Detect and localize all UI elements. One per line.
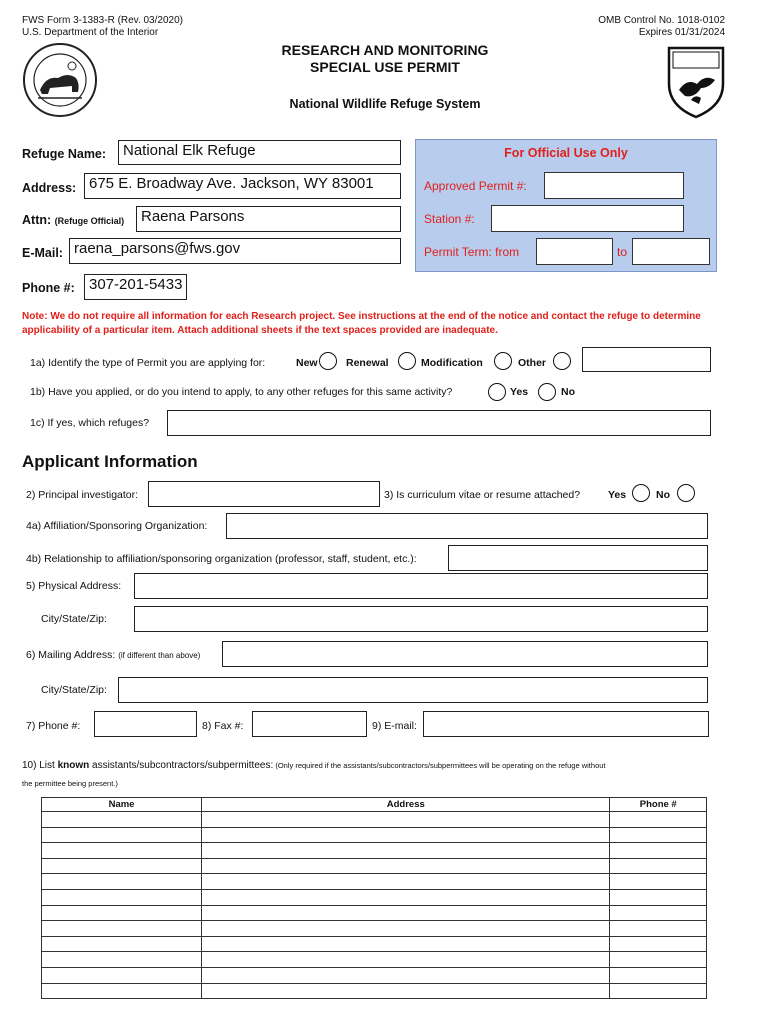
mailing-address-label: 6) Mailing Address: xyxy=(26,649,116,661)
phone-cell[interactable] xyxy=(610,874,707,890)
address-cell[interactable] xyxy=(202,889,610,905)
name-cell[interactable] xyxy=(42,827,202,843)
permit-term-to-label: to xyxy=(617,245,628,259)
system-subtitle: National Wildlife Refuge System xyxy=(289,97,481,111)
name-cell[interactable] xyxy=(42,967,202,983)
q10-label-group xyxy=(22,757,742,793)
q1a-other-field[interactable] xyxy=(582,347,711,372)
q1b-yes-label: Yes xyxy=(510,386,529,398)
name-cell[interactable] xyxy=(42,905,202,921)
omb-control-number: OMB Control No. 1018-0102 xyxy=(598,15,725,26)
fax-label: 8) Fax #: xyxy=(202,720,244,732)
address-cell[interactable] xyxy=(202,921,610,937)
col-phone-header: Phone # xyxy=(610,798,707,812)
name-cell[interactable] xyxy=(42,812,202,828)
table-row xyxy=(42,936,707,952)
phone-cell[interactable] xyxy=(610,858,707,874)
pi-field[interactable] xyxy=(148,481,380,507)
address-field[interactable]: 675 E. Broadway Ave. Jackson, WY 83001 xyxy=(84,173,401,199)
form-number: FWS Form 3-1383-R (Rev. 03/2020) xyxy=(22,15,183,26)
address-cell[interactable] xyxy=(202,952,610,968)
cv-label: 3) Is curriculum vitae or resume attached? xyxy=(384,489,581,501)
form-title-line1: RESEARCH AND MONITORING xyxy=(281,42,489,58)
phone-cell[interactable] xyxy=(610,812,707,828)
assistants-table-header xyxy=(42,798,707,812)
q1a-new-label: New xyxy=(296,357,318,369)
applicant-email-field[interactable] xyxy=(423,711,709,737)
city-state-zip-label-2: City/State/Zip: xyxy=(41,684,107,696)
note-text: Note: We do not require all information for each Research project. See instructions at the end of the notice and contact the refuge to determine applicability of a particular item. Attach additional sheets if the text spaces provided are inadequate. xyxy=(22,311,701,336)
cv-yes-radio[interactable] xyxy=(632,484,650,502)
table-row xyxy=(42,889,707,905)
name-cell[interactable] xyxy=(42,858,202,874)
station-label: Station #: xyxy=(424,212,475,226)
email-label: E-Mail: xyxy=(22,246,63,260)
q1c-label: 1c) If yes, which refuges? xyxy=(30,417,150,429)
name-cell[interactable] xyxy=(42,936,202,952)
station-field[interactable] xyxy=(491,205,684,232)
attn-label-group xyxy=(22,213,124,227)
applicant-email-label: 9) E-mail: xyxy=(372,720,417,732)
q1b-no-radio[interactable] xyxy=(538,383,556,401)
phone-cell[interactable] xyxy=(610,843,707,859)
name-cell[interactable] xyxy=(42,843,202,859)
q1a-other-label: Other xyxy=(518,357,547,369)
official-use-title: For Official Use Only xyxy=(504,146,628,160)
table-row xyxy=(42,858,707,874)
q10-label-note2: the permittee being present.) xyxy=(22,779,118,788)
attn-field[interactable]: Raena Parsons xyxy=(136,206,401,232)
permit-term-from-field[interactable] xyxy=(536,238,613,265)
table-row xyxy=(42,843,707,859)
mailing-address-sublabel: (if different than above) xyxy=(118,651,201,660)
q1a-modification-radio[interactable] xyxy=(494,352,512,370)
phone-cell[interactable] xyxy=(610,967,707,983)
phone-cell[interactable] xyxy=(610,936,707,952)
q1b-yes-radio[interactable] xyxy=(488,383,506,401)
address-cell[interactable] xyxy=(202,983,610,999)
name-cell[interactable] xyxy=(42,889,202,905)
q1c-refuges-field[interactable] xyxy=(167,410,711,436)
q10-label-b: assistants/subcontractors/subpermittees: xyxy=(89,760,274,771)
phone-cell[interactable] xyxy=(610,921,707,937)
permit-term-label: Permit Term: from xyxy=(424,245,520,259)
address-label: Address: xyxy=(22,181,77,195)
address-cell[interactable] xyxy=(202,967,610,983)
table-row xyxy=(42,952,707,968)
department-name: U.S. Department of the Interior xyxy=(22,27,159,38)
pi-label: 2) Principal investigator: xyxy=(26,489,139,501)
cv-no-label: No xyxy=(656,489,670,501)
phone-field[interactable]: 307-201-5433 xyxy=(84,274,187,300)
address-cell[interactable] xyxy=(202,874,610,890)
name-cell[interactable] xyxy=(42,952,202,968)
phone-label: Phone #: xyxy=(22,281,75,295)
email-field[interactable]: raena_parsons@fws.gov xyxy=(69,238,401,264)
table-row xyxy=(42,827,707,843)
mailing-address-label-group xyxy=(26,649,200,661)
cv-no-radio[interactable] xyxy=(677,484,695,502)
applicant-phone-field[interactable] xyxy=(94,711,197,737)
approved-permit-field[interactable] xyxy=(544,172,684,199)
col-address-header: Address xyxy=(202,798,610,812)
table-row xyxy=(42,983,707,999)
address-cell[interactable] xyxy=(202,858,610,874)
applicant-heading: Applicant Information xyxy=(22,452,198,471)
address-cell[interactable] xyxy=(202,812,610,828)
refuge-name-label: Refuge Name: xyxy=(22,147,107,161)
affiliation-field[interactable] xyxy=(226,513,708,539)
affiliation-label: 4a) Affiliation/Sponsoring Organization: xyxy=(26,520,208,532)
relationship-field[interactable] xyxy=(448,545,708,571)
phone-cell[interactable] xyxy=(610,983,707,999)
q1a-renewal-radio[interactable] xyxy=(398,352,416,370)
permit-term-to-field[interactable] xyxy=(632,238,710,265)
table-row xyxy=(42,967,707,983)
approved-permit-label: Approved Permit #: xyxy=(424,179,527,193)
form-title-line2: SPECIAL USE PERMIT xyxy=(310,59,460,75)
expiration-date: Expires 01/31/2024 xyxy=(638,27,725,38)
q1a-other-radio[interactable] xyxy=(553,352,571,370)
name-cell[interactable] xyxy=(42,983,202,999)
address-cell[interactable] xyxy=(202,905,610,921)
mailing-address-field[interactable] xyxy=(222,641,708,667)
table-row xyxy=(42,812,707,828)
cv-yes-label: Yes xyxy=(608,489,627,501)
relationship-label: 4b) Relationship to affiliation/sponsoring organization (professor, staff, student, etc.): xyxy=(26,553,417,565)
physical-address-field[interactable] xyxy=(134,573,708,599)
q10-label-a: 10) List xyxy=(22,760,58,771)
q1a-new-radio[interactable] xyxy=(319,352,337,370)
q1b-label: 1b) Have you applied, or do you intend to apply, to any other refuges for this same activity? xyxy=(30,386,453,398)
city-state-zip-field-1[interactable] xyxy=(134,606,708,632)
phone-cell[interactable] xyxy=(610,905,707,921)
attn-sublabel: (Refuge Official) xyxy=(54,216,125,226)
name-cell[interactable] xyxy=(42,874,202,890)
address-cell[interactable] xyxy=(202,827,610,843)
phone-cell[interactable] xyxy=(610,952,707,968)
refuge-name-field[interactable]: National Elk Refuge xyxy=(118,140,401,165)
q1a-modification-label: Modification xyxy=(421,357,483,369)
q1a-renewal-label: Renewal xyxy=(346,357,389,369)
col-name-header: Name xyxy=(42,798,202,812)
address-cell[interactable] xyxy=(202,843,610,859)
address-cell[interactable] xyxy=(202,936,610,952)
q1a-label: 1a) Identify the type of Permit you are applying for: xyxy=(30,357,266,369)
q1b-no-label: No xyxy=(561,386,575,398)
fax-field[interactable] xyxy=(252,711,367,737)
phone-cell[interactable] xyxy=(610,889,707,905)
attn-label: Attn: xyxy=(22,213,52,227)
q10-label-bold: known xyxy=(57,760,90,771)
q10-label-note: (Only required if the assistants/subcontractors/subpermittees will be operating on the refuge without xyxy=(273,761,606,770)
table-row xyxy=(42,905,707,921)
table-row xyxy=(42,874,707,890)
table-row xyxy=(42,921,707,937)
applicant-phone-label: 7) Phone #: xyxy=(26,720,81,732)
phone-cell[interactable] xyxy=(610,827,707,843)
city-state-zip-field-2[interactable] xyxy=(118,677,708,703)
physical-address-label: 5) Physical Address: xyxy=(26,580,122,592)
name-cell[interactable] xyxy=(42,921,202,937)
city-state-zip-label-1: City/State/Zip: xyxy=(41,613,107,625)
assistants-table xyxy=(41,797,707,999)
